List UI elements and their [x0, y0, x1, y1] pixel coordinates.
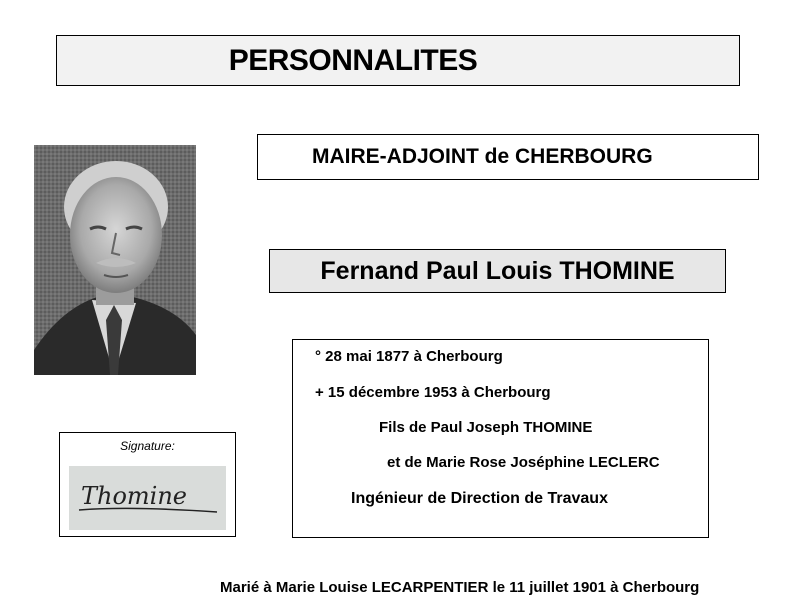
birth-line: ° 28 mai 1877 à Cherbourg	[315, 348, 503, 365]
role-title: MAIRE-ADJOINT de CHERBOURG	[312, 145, 653, 168]
signature-label: Signature:	[120, 439, 175, 453]
death-line: + 15 décembre 1953 à Cherbourg	[315, 384, 551, 401]
name-box	[269, 249, 726, 293]
father-line: Fils de Paul Joseph THOMINE	[379, 419, 593, 436]
mother-line: et de Marie Rose Joséphine LECLERC	[387, 454, 660, 471]
signature-image	[69, 466, 226, 530]
signature-icon	[69, 466, 226, 530]
person-name: Fernand Paul Louis THOMINE	[320, 256, 675, 285]
marriage-line: Marié à Marie Louise LECARPENTIER le 11 juillet 1901 à Cherbourg	[220, 579, 700, 596]
signature-handwriting: Thomine	[81, 482, 188, 510]
portrait-icon	[34, 145, 196, 375]
role-box	[257, 134, 759, 180]
portrait-photo	[34, 145, 196, 375]
signature-box	[59, 432, 236, 537]
profession-line: Ingénieur de Direction de Travaux	[351, 490, 608, 507]
title-box	[56, 35, 740, 86]
details-box	[292, 339, 709, 538]
page-title: PERSONNALITES	[228, 43, 478, 77]
